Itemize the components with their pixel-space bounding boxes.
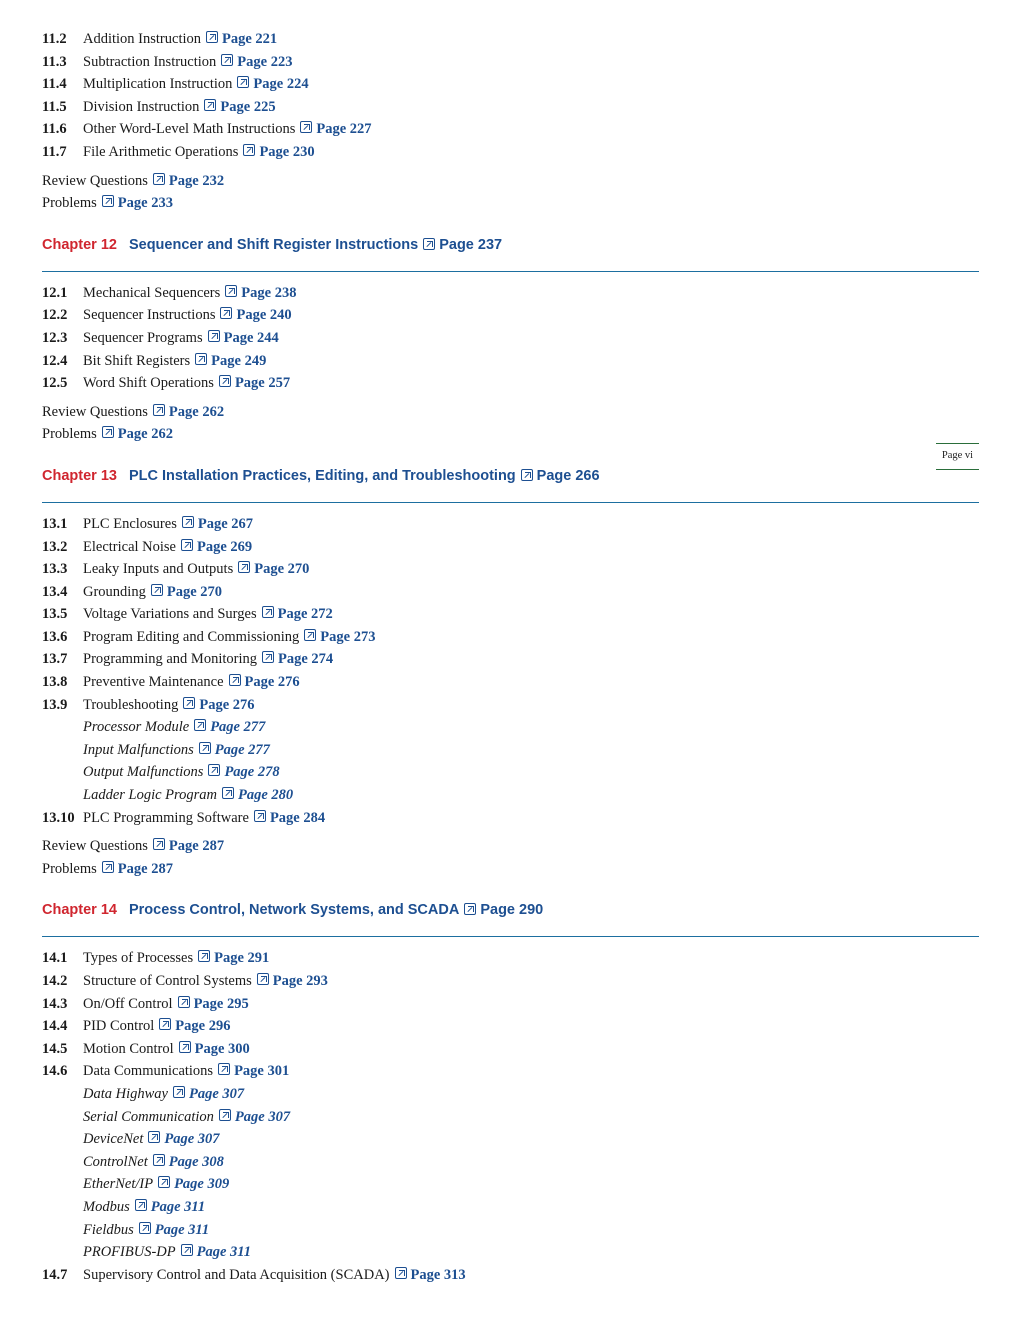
- entry-title[interactable]: Program Editing and Commissioning: [83, 628, 300, 645]
- entry-title[interactable]: Data Communications: [83, 1063, 214, 1080]
- page-link[interactable]: Page 284: [269, 809, 326, 826]
- entry-title[interactable]: Sequencer Programs: [83, 329, 203, 346]
- external-link-icon[interactable]: [257, 973, 269, 985]
- chapter-heading: [42, 462, 979, 503]
- toc-entry: [42, 120, 979, 143]
- toc-entry: [42, 972, 979, 995]
- external-link-icon[interactable]: [148, 1131, 160, 1143]
- toc-entry: [42, 143, 979, 166]
- page-link[interactable]: Page 221: [222, 31, 278, 47]
- page-link[interactable]: Page 313: [410, 1266, 466, 1283]
- page-link[interactable]: Page 311: [154, 1221, 210, 1238]
- page-link[interactable]: Page 257: [234, 375, 291, 392]
- toc-entry: [42, 1062, 979, 1085]
- external-link-icon[interactable]: [300, 121, 312, 133]
- page-link[interactable]: Page 307: [164, 1131, 220, 1148]
- page-link[interactable]: Page 273: [320, 628, 376, 645]
- entry-title[interactable]: Other Word-Level Math Instructions: [83, 121, 296, 138]
- toc-extra-entry: [42, 837, 979, 860]
- external-link-icon[interactable]: [182, 516, 194, 528]
- page-marker: Page vi: [936, 443, 979, 470]
- section-number: 11.4: [42, 76, 67, 93]
- section-number: 13.10: [42, 809, 75, 826]
- chapter-title[interactable]: PLC Installation Practices, Editing, and Troubleshooting: [128, 467, 516, 484]
- section-number: 11.2: [42, 31, 67, 47]
- toc-subentry: [42, 1108, 979, 1131]
- page-link[interactable]: Page 262: [117, 426, 173, 443]
- toc-entry: [42, 1040, 979, 1063]
- entry-title[interactable]: Multiplication Instruction: [83, 76, 233, 93]
- external-link-icon[interactable]: [181, 1244, 193, 1256]
- entry-title[interactable]: Mechanical Sequencers: [83, 284, 221, 301]
- toc-extra-entry: [42, 860, 979, 883]
- toc-subentry: [42, 1243, 979, 1266]
- page-link[interactable]: Page 249: [211, 352, 267, 369]
- page-link[interactable]: Page 311: [196, 1244, 251, 1261]
- chapter-heading: [42, 896, 979, 937]
- toc-entry: [42, 30, 979, 53]
- toc-subentry: [42, 1085, 979, 1108]
- external-link-icon[interactable]: [222, 787, 234, 799]
- entry-title[interactable]: ControlNet: [83, 1153, 148, 1170]
- section-number: 11.6: [42, 121, 67, 138]
- page-link[interactable]: Page 269: [197, 538, 253, 555]
- section-number: 13.1: [42, 515, 68, 532]
- spacer: [42, 217, 979, 223]
- toc-entry: [42, 673, 979, 696]
- section-number: 12.4: [42, 352, 68, 369]
- entry-title[interactable]: PROFIBUS-DP: [83, 1244, 176, 1261]
- entry-title[interactable]: DeviceNet: [83, 1131, 144, 1148]
- page-link[interactable]: Page 287: [117, 860, 173, 877]
- page-link[interactable]: Page 276: [199, 696, 255, 713]
- external-link-icon[interactable]: [153, 1154, 165, 1166]
- entry-title[interactable]: Subtraction Instruction: [83, 53, 217, 70]
- toc-subentry: [42, 1153, 979, 1176]
- toc-extra-entry: [42, 172, 979, 195]
- chapter-page-link[interactable]: Page 290: [480, 902, 544, 919]
- toc-entry: [42, 284, 979, 307]
- page-link[interactable]: Page 291: [214, 950, 270, 967]
- page-link[interactable]: Page 272: [277, 606, 333, 623]
- toc-subentry: [42, 1130, 979, 1153]
- entry-title[interactable]: Troubleshooting: [83, 696, 179, 713]
- section-number: 13.5: [42, 606, 68, 623]
- external-link-icon[interactable]: [304, 629, 316, 641]
- entry-title[interactable]: Review Questions: [42, 403, 148, 420]
- toc-entry: [42, 352, 979, 375]
- toc-entry: [42, 329, 979, 352]
- toc-entry: [42, 515, 979, 538]
- entry-title[interactable]: PLC Programming Software: [83, 809, 249, 826]
- chapter-number: Chapter 13: [42, 467, 117, 484]
- section-number: 13.7: [42, 651, 68, 668]
- page-link[interactable]: Page 224: [253, 76, 309, 93]
- external-link-icon[interactable]: [262, 651, 274, 663]
- toc-entry: [42, 75, 979, 98]
- toc-extra-entry: [42, 194, 979, 217]
- external-link-icon[interactable]: [194, 719, 206, 731]
- page-link[interactable]: Page 262: [168, 403, 225, 420]
- external-link-icon[interactable]: [243, 144, 255, 156]
- toc-extra-entry: [42, 403, 979, 426]
- entry-title[interactable]: Leaky Inputs and Outputs: [83, 561, 234, 578]
- entry-title[interactable]: Addition Instruction: [83, 31, 202, 47]
- page-link[interactable]: Page 308: [168, 1153, 224, 1170]
- toc-entry: [42, 306, 979, 329]
- entry-title[interactable]: Modbus: [83, 1198, 130, 1215]
- table-of-contents: [42, 30, 979, 1294]
- page-link[interactable]: Page 278: [224, 764, 280, 781]
- entry-title[interactable]: PID Control: [83, 1018, 155, 1035]
- entry-title[interactable]: Preventive Maintenance: [83, 674, 224, 691]
- page-link[interactable]: Page 233: [117, 195, 173, 212]
- external-link-icon[interactable]: [225, 285, 237, 297]
- chapter-heading-line: [42, 468, 600, 484]
- entry-title[interactable]: Review Questions: [42, 838, 148, 855]
- entry-title[interactable]: Processor Module: [83, 719, 190, 736]
- page-link[interactable]: Page 293: [272, 973, 328, 989]
- toc-entry: [42, 650, 979, 673]
- page-link[interactable]: Page 270: [166, 583, 223, 600]
- external-link-icon[interactable]: [262, 606, 274, 618]
- section-number: 13.4: [42, 583, 68, 600]
- page-link[interactable]: Page 267: [197, 515, 254, 532]
- page-link[interactable]: Page 307: [234, 1108, 291, 1125]
- external-link-icon[interactable]: [179, 1041, 191, 1053]
- section-number: 14.1: [42, 950, 68, 967]
- toc-entry: [42, 374, 979, 397]
- chapter-title[interactable]: Process Control, Network Systems, and SCADA: [128, 902, 460, 919]
- entry-title[interactable]: Fieldbus: [83, 1221, 134, 1238]
- chapter-number: Chapter 14: [42, 902, 117, 919]
- external-link-icon[interactable]: [221, 54, 233, 66]
- external-link-icon[interactable]: [423, 238, 435, 250]
- entry-title[interactable]: Output Malfunctions: [83, 764, 204, 781]
- page-link[interactable]: Page 280: [238, 787, 294, 804]
- entry-title[interactable]: Problems: [42, 426, 97, 443]
- external-link-icon[interactable]: [158, 1176, 170, 1188]
- external-link-icon[interactable]: [208, 764, 220, 776]
- entry-title[interactable]: Motion Control: [83, 1040, 174, 1057]
- toc-entry: [42, 949, 979, 972]
- external-link-icon[interactable]: [219, 1109, 231, 1121]
- chapter-page-link[interactable]: Page 237: [439, 236, 503, 253]
- chapter-page-link[interactable]: Page 266: [536, 467, 600, 484]
- page-link[interactable]: Page 244: [223, 329, 279, 346]
- page-link[interactable]: Page 270: [254, 561, 310, 578]
- external-link-icon[interactable]: [173, 1086, 185, 1098]
- page-link[interactable]: Page 227: [316, 121, 372, 138]
- page-link[interactable]: Page 238: [241, 284, 297, 301]
- section-number: 12.5: [42, 375, 68, 392]
- external-link-icon[interactable]: [464, 903, 476, 915]
- entry-title[interactable]: Serial Communication: [83, 1108, 214, 1125]
- section-number: 14.7: [42, 1266, 68, 1283]
- section-number: 14.4: [42, 1018, 68, 1035]
- page-link[interactable]: Page 240: [236, 307, 292, 324]
- external-link-icon[interactable]: [159, 1018, 171, 1030]
- page-link[interactable]: Page 296: [175, 1018, 231, 1035]
- chapter-heading: [42, 231, 979, 272]
- external-link-icon[interactable]: [102, 426, 114, 438]
- page-link[interactable]: Page 311: [150, 1198, 206, 1215]
- toc-entry: [42, 1266, 979, 1289]
- spacer: [42, 448, 979, 454]
- external-link-icon[interactable]: [181, 539, 193, 551]
- page-link[interactable]: Page 230: [259, 143, 315, 160]
- external-link-icon[interactable]: [220, 307, 232, 319]
- chapter-heading-line: [42, 902, 543, 918]
- entry-title[interactable]: Division Instruction: [83, 98, 200, 115]
- toc-subentry: [42, 741, 979, 764]
- section-number: 11.7: [42, 143, 67, 160]
- page-link[interactable]: Page 309: [174, 1176, 230, 1193]
- entry-title[interactable]: Supervisory Control and Data Acquisition (SCADA): [83, 1266, 390, 1283]
- entry-title[interactable]: PLC Enclosures: [83, 515, 177, 532]
- entry-title[interactable]: On/Off Control: [83, 995, 173, 1012]
- entry-title[interactable]: Ladder Logic Program: [83, 787, 217, 804]
- external-link-icon[interactable]: [178, 996, 190, 1008]
- toc-extra-entry: [42, 425, 979, 448]
- toc-entry: [42, 53, 979, 76]
- section-number: 13.3: [42, 561, 68, 578]
- toc-subentry: [42, 786, 979, 809]
- external-link-icon[interactable]: [229, 674, 241, 686]
- chapter-heading-line: [42, 237, 502, 253]
- chapter-title[interactable]: Sequencer and Shift Register Instructions: [128, 236, 419, 253]
- section-number: 12.3: [42, 329, 68, 346]
- entry-title[interactable]: Structure of Control Systems: [83, 973, 252, 989]
- entry-title[interactable]: Data Highway: [83, 1085, 168, 1102]
- toc-entry: [42, 696, 979, 719]
- external-link-icon[interactable]: [237, 76, 249, 88]
- toc-subentry: [42, 718, 979, 741]
- entry-title[interactable]: Voltage Variations and Surges: [83, 606, 257, 623]
- external-link-icon[interactable]: [254, 810, 266, 822]
- external-link-icon[interactable]: [153, 838, 165, 850]
- chapter-number: Chapter 12: [42, 236, 117, 253]
- page-link[interactable]: Page 277: [214, 741, 270, 758]
- external-link-icon[interactable]: [219, 375, 231, 387]
- section-number: 12.1: [42, 284, 68, 301]
- toc-subentry: [42, 763, 979, 786]
- external-link-icon[interactable]: [135, 1199, 147, 1211]
- section-number: 13.2: [42, 538, 68, 555]
- toc-subentry: [42, 1198, 979, 1221]
- section-number: 11.3: [42, 53, 67, 70]
- entry-title[interactable]: Programming and Monitoring: [83, 651, 257, 668]
- external-link-icon[interactable]: [151, 584, 163, 596]
- entry-title[interactable]: Electrical Noise: [83, 538, 176, 555]
- section-number: 11.5: [42, 98, 67, 115]
- external-link-icon[interactable]: [238, 561, 250, 573]
- entry-title[interactable]: Word Shift Operations: [83, 375, 214, 392]
- external-link-icon[interactable]: [204, 99, 216, 111]
- page-link[interactable]: Page 300: [194, 1040, 250, 1057]
- entry-title[interactable]: Input Malfunctions: [83, 741, 194, 758]
- page-link[interactable]: Page 232: [168, 172, 225, 189]
- toc-entry: [42, 809, 979, 832]
- toc-entry: [42, 560, 979, 583]
- external-link-icon[interactable]: [198, 950, 210, 962]
- external-link-icon[interactable]: [208, 330, 220, 342]
- page-link[interactable]: Page 301: [234, 1063, 290, 1080]
- entry-title[interactable]: Problems: [42, 860, 97, 877]
- external-link-icon[interactable]: [102, 195, 114, 207]
- toc-entry: [42, 583, 979, 606]
- toc-entry: [42, 995, 979, 1018]
- toc-entry: [42, 605, 979, 628]
- page-link[interactable]: Page 274: [278, 651, 334, 668]
- external-link-icon[interactable]: [183, 697, 195, 709]
- toc-entry: [42, 628, 979, 651]
- section-number: 14.2: [42, 973, 68, 989]
- external-link-icon[interactable]: [395, 1267, 407, 1279]
- page-link[interactable]: Page 277: [210, 719, 266, 736]
- page-link[interactable]: Page 223: [237, 53, 293, 70]
- external-link-icon[interactable]: [153, 404, 165, 416]
- page-link[interactable]: Page 307: [188, 1085, 245, 1102]
- page-link[interactable]: Page 225: [220, 98, 276, 115]
- entry-title[interactable]: File Arithmetic Operations: [83, 143, 239, 160]
- entry-title[interactable]: EtherNet/IP: [83, 1176, 154, 1193]
- section-number: 13.8: [42, 674, 68, 691]
- entry-title[interactable]: Problems: [42, 195, 97, 212]
- section-number: 13.6: [42, 628, 68, 645]
- section-number: 14.5: [42, 1040, 68, 1057]
- external-link-icon[interactable]: [153, 173, 165, 185]
- external-link-icon[interactable]: [521, 469, 533, 481]
- entry-title[interactable]: Bit Shift Registers: [83, 352, 191, 369]
- external-link-icon[interactable]: [102, 861, 114, 873]
- entry-title[interactable]: Review Questions: [42, 172, 148, 189]
- toc-entry: [42, 538, 979, 561]
- toc-entry: [42, 98, 979, 121]
- section-number: 13.9: [42, 696, 68, 713]
- section-number: 12.2: [42, 307, 68, 324]
- toc-subentry: [42, 1175, 979, 1198]
- toc-entry: [42, 1017, 979, 1040]
- external-link-icon[interactable]: [195, 353, 207, 365]
- external-link-icon[interactable]: [139, 1222, 151, 1234]
- entry-title[interactable]: Sequencer Instructions: [83, 307, 216, 324]
- external-link-icon[interactable]: [206, 31, 218, 43]
- section-number: 14.3: [42, 995, 68, 1012]
- page-link[interactable]: Page 276: [244, 674, 300, 691]
- section-number: 14.6: [42, 1063, 68, 1080]
- spacer: [42, 882, 979, 888]
- external-link-icon[interactable]: [199, 742, 211, 754]
- entry-title[interactable]: Types of Processes: [83, 950, 194, 967]
- external-link-icon[interactable]: [218, 1063, 230, 1075]
- page-link[interactable]: Page 295: [193, 995, 249, 1012]
- page-link[interactable]: Page 287: [168, 838, 225, 855]
- toc-subentry: [42, 1221, 979, 1244]
- spacer: [42, 1288, 979, 1294]
- entry-title[interactable]: Grounding: [83, 583, 146, 600]
